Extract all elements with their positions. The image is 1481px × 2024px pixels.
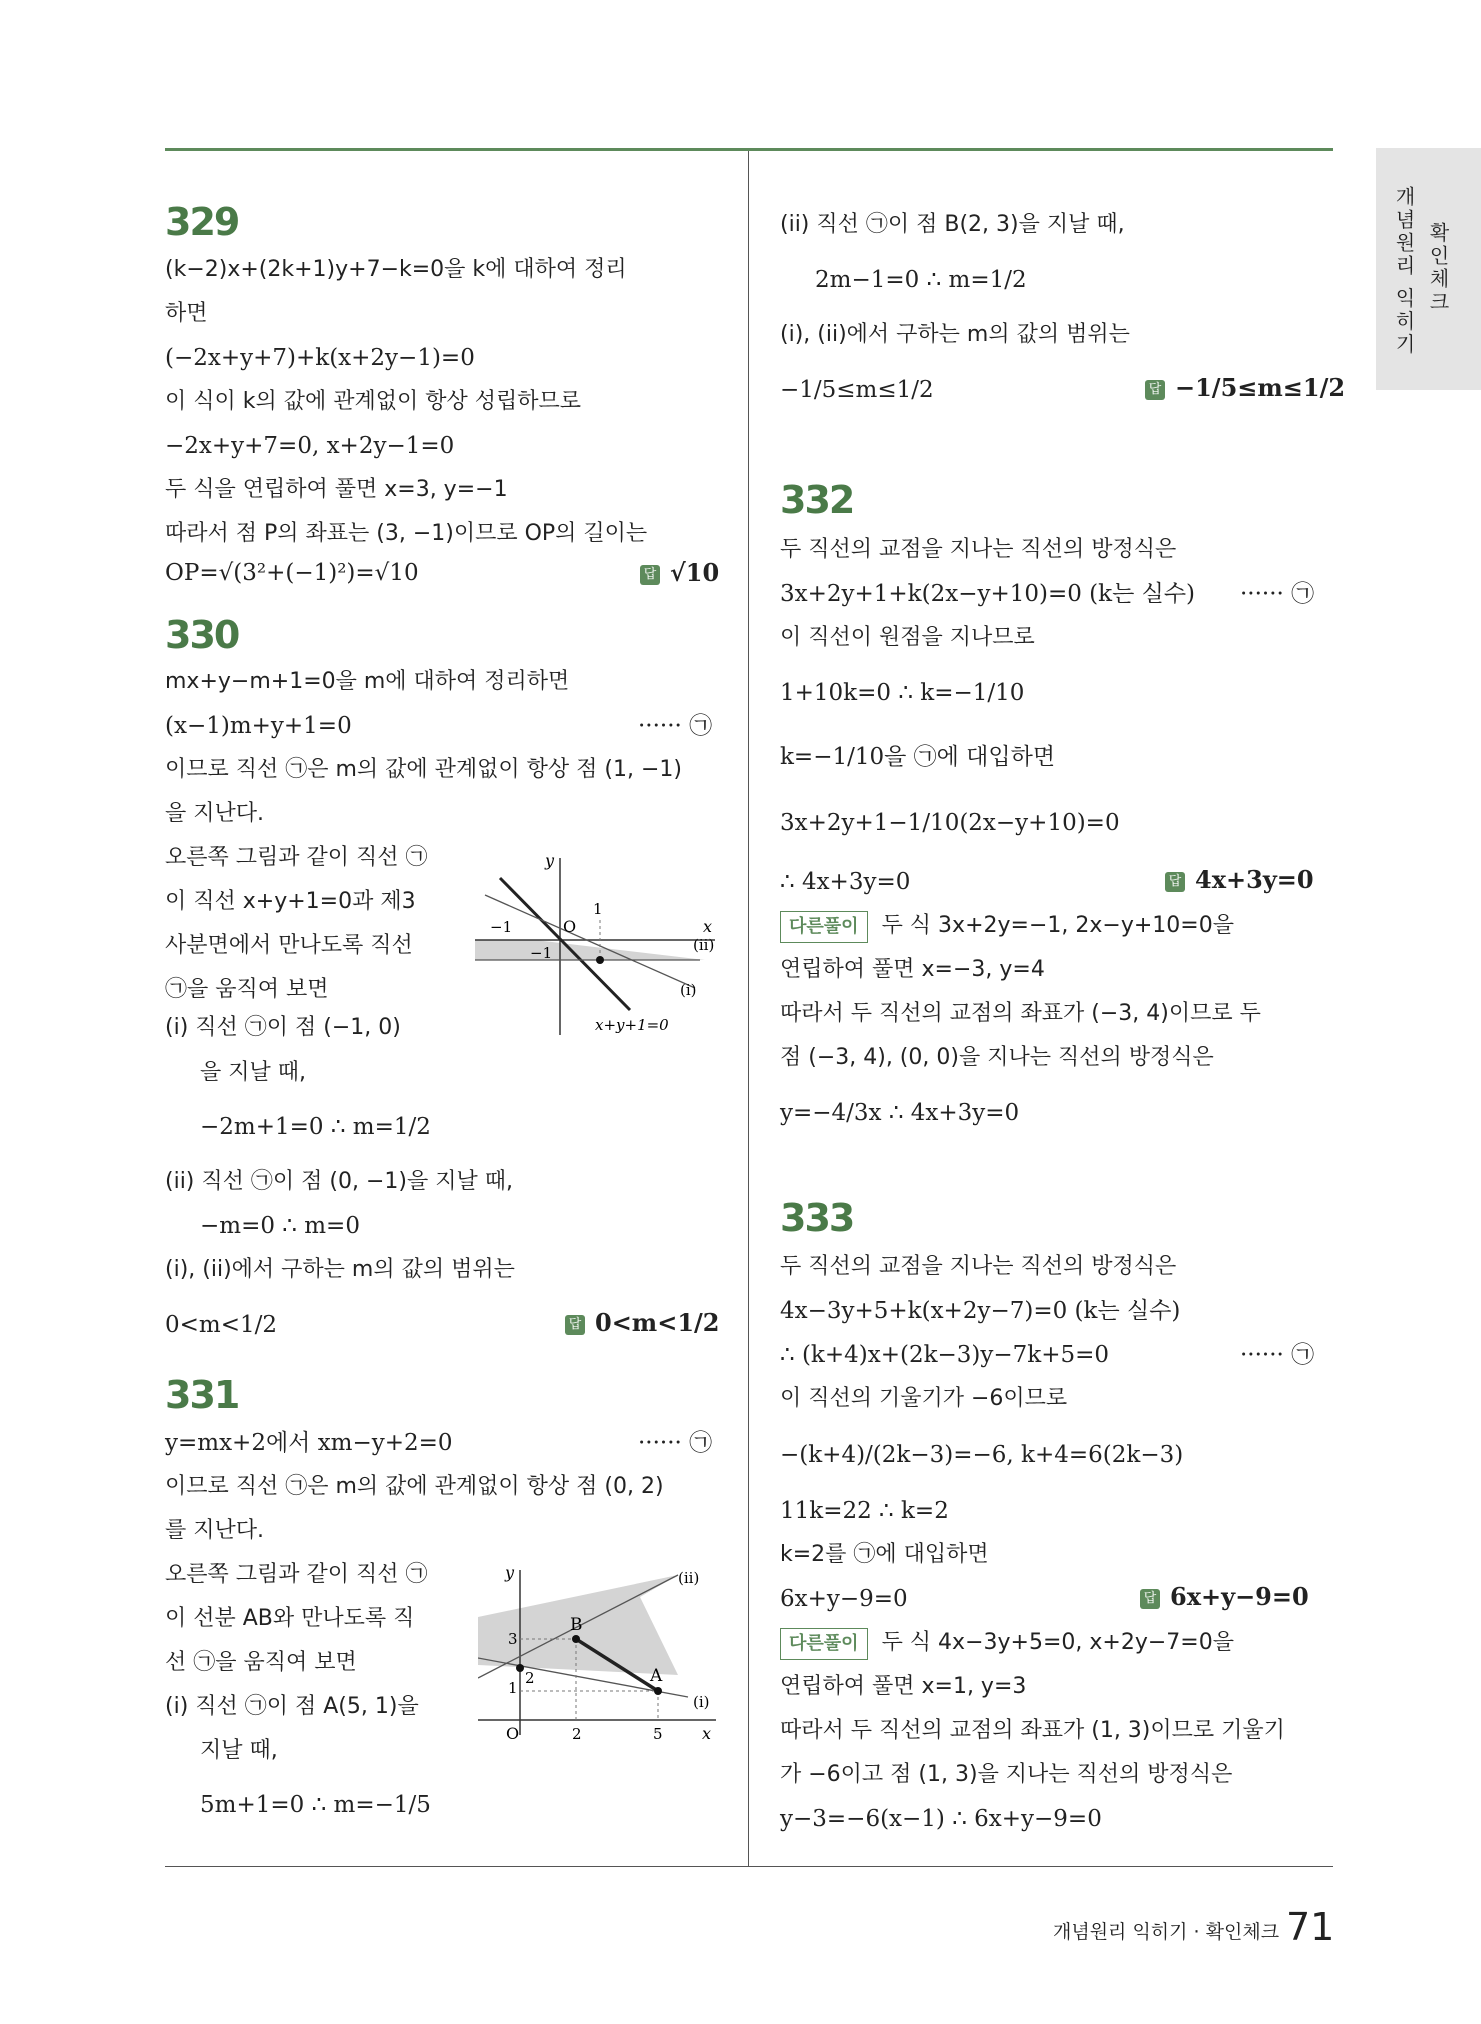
- p332-alt-line: [780, 911, 1234, 943]
- p331b-line: (ii) 직선 ㉠이 점 B(2, 3)을 지날 때,: [780, 212, 1125, 237]
- problem-329-number: 329: [165, 200, 239, 244]
- p329-line: OP=√(3²+(−1)²)=√10: [165, 560, 419, 586]
- graph-331-tick: 5: [653, 1725, 663, 1743]
- p331-line: 오른쪽 그림과 같이 직선 ㉠: [165, 1562, 428, 1587]
- p330-line: mx+y−m+1=0을 m에 대하여 정리하면: [165, 669, 570, 694]
- p331-line: 를 지난다.: [165, 1518, 264, 1543]
- p329-answer: [640, 558, 719, 587]
- p332-line: k=−1/10을 ㉠에 대입하면: [780, 744, 1056, 770]
- footer-text: 개념원리 익히기 · 확인체크: [1053, 1921, 1280, 1943]
- p330-line: (x−1)m+y+1=0: [165, 713, 352, 739]
- p333-alt-line: [780, 1628, 1234, 1660]
- p330-line: −m=0 ∴ m=0: [200, 1213, 360, 1239]
- p332-line: 두 직선의 교점을 지나는 직선의 방정식은: [780, 537, 1177, 562]
- p330-line: 0<m<1/2: [165, 1312, 278, 1338]
- p332-line: 점 (−3, 4), (0, 0)을 지나는 직선의 방정식은: [780, 1045, 1214, 1070]
- p329-line: 하면: [165, 301, 208, 326]
- problem-331-number: 331: [165, 1373, 239, 1417]
- p333-line: 11k=22 ∴ k=2: [780, 1498, 949, 1524]
- p329-line: 이 식이 k의 값에 관계없이 항상 성립하므로: [165, 389, 581, 414]
- p331-line: 이므로 직선 ㉠은 m의 값에 관계없이 항상 점 (0, 2): [165, 1474, 664, 1499]
- graph-331-tick: 1: [508, 1679, 518, 1697]
- p332-answer-text: 4x+3y=0: [1195, 865, 1314, 894]
- graph-331-x-label: x: [702, 1724, 712, 1743]
- p333-line: 연립하여 풀면 x=1, y=3: [780, 1674, 1027, 1699]
- p333-line: ∴ (k+4)x+(2k−3)y−7k+5=0: [780, 1342, 1110, 1368]
- problem-333-number: 333: [780, 1196, 854, 1240]
- alt-solution-tag: 다른풀이: [780, 1628, 868, 1660]
- p329-line: 두 식을 연립하여 풀면 x=3, y=−1: [165, 477, 508, 502]
- p329-line: −2x+y+7=0, x+2y−1=0: [165, 433, 455, 459]
- graph-330-origin: O: [563, 917, 577, 936]
- p331-line: 5m+1=0 ∴ m=−1/5: [200, 1792, 431, 1818]
- answer-badge: 답: [1165, 872, 1185, 892]
- p332-line: 연립하여 풀면 x=−3, y=4: [780, 957, 1045, 982]
- answer-badge: 답: [1140, 1589, 1160, 1609]
- graph-330-i-label: (i): [680, 981, 697, 999]
- p333-line: 4x−3y+5+k(x+2y−7)=0 (k는 실수): [780, 1298, 1181, 1324]
- p332-line: ∴ 4x+3y=0: [780, 869, 911, 895]
- p330-line: 이 직선 x+y+1=0과 제3: [165, 889, 416, 914]
- graph-331-tick: 2: [572, 1725, 582, 1743]
- graph-331-tick: 2: [525, 1669, 535, 1687]
- graph-330-ii-label: (ii): [693, 936, 715, 954]
- graph-330-y-label: y: [545, 851, 555, 870]
- p329-answer-text: √10: [670, 558, 720, 587]
- p330-line: (i), (ii)에서 구하는 m의 값의 범위는: [165, 1257, 515, 1282]
- p333-line: k=2를 ㉠에 대입하면: [780, 1542, 989, 1567]
- p330-line: 사분면에서 만나도록 직선: [165, 933, 413, 958]
- side-tab-line2: 개념원리 익히기: [1392, 186, 1416, 357]
- page-number: 71: [1286, 1905, 1335, 1949]
- p330-line: 을 지난다.: [165, 801, 264, 826]
- answer-badge: 답: [565, 1315, 585, 1335]
- p333-line: y−3=−6(x−1) ∴ 6x+y−9=0: [780, 1806, 1102, 1832]
- problem-330-number: 330: [165, 613, 239, 657]
- graph-330-point: [596, 956, 604, 964]
- graph-331-tick: 3: [508, 1630, 518, 1648]
- p330-line: ㉠을 움직여 보면: [165, 977, 329, 1002]
- p332-answer: [1165, 865, 1314, 894]
- p329-line: (−2x+y+7)+k(x+2y−1)=0: [165, 345, 475, 371]
- p331-line: 선 ㉠을 움직여 보면: [165, 1650, 357, 1675]
- p330-line: −2m+1=0 ∴ m=1/2: [200, 1114, 431, 1140]
- p333-answer: [1140, 1582, 1309, 1611]
- p333-line: 두 식 4x−3y+5=0, x+2y−7=0을: [881, 1630, 1234, 1655]
- p333-line: 두 직선의 교점을 지나는 직선의 방정식은: [780, 1254, 1177, 1279]
- p333-line: 6x+y−9=0: [780, 1586, 908, 1612]
- top-rule: [165, 148, 1333, 151]
- p329-line: (k−2)x+(2k+1)y+7−k=0을 k에 대하여 정리: [165, 257, 627, 282]
- problem-332-number: 332: [780, 478, 854, 522]
- graph-330-tick: −1: [530, 944, 553, 962]
- graph-330-tick: 1: [593, 900, 603, 918]
- p332-line: 3x+2y+1+k(2x−y+10)=0 (k는 실수): [780, 581, 1196, 607]
- p331-answer-text: −1/5≤m≤1/2: [1175, 373, 1346, 402]
- graph-331-origin: O: [506, 1724, 520, 1743]
- graph-330: [475, 850, 720, 1040]
- p333-answer-text: 6x+y−9=0: [1170, 1582, 1309, 1611]
- p332-mark: ······ ㉠: [1240, 581, 1315, 607]
- p331-line: (i) 직선 ㉠이 점 A(5, 1)을: [165, 1694, 419, 1719]
- graph-331-a-label: A: [650, 1666, 663, 1686]
- p331-mark: ······ ㉠: [638, 1430, 713, 1456]
- p330-line: (i) 직선 ㉠이 점 (−1, 0): [165, 1015, 401, 1040]
- answer-badge: 답: [1145, 380, 1165, 400]
- p332-line: y=−4/3x ∴ 4x+3y=0: [780, 1100, 1020, 1126]
- graph-331-point-b: [572, 1635, 580, 1643]
- graph-330-tick: −1: [490, 918, 513, 936]
- p332-line: 1+10k=0 ∴ k=−1/10: [780, 680, 1025, 706]
- p332-line: 두 식 3x+2y=−1, 2x−y+10=0을: [881, 913, 1234, 938]
- p331-line: 지날 때,: [200, 1738, 278, 1763]
- graph-330-x-label: x: [703, 917, 713, 936]
- graph-331-y-label: y: [505, 1565, 515, 1582]
- p331b-line: 2m−1=0 ∴ m=1/2: [815, 267, 1027, 293]
- graph-331-b-label: B: [570, 1615, 583, 1635]
- p333-mark: ······ ㉠: [1240, 1342, 1315, 1368]
- p333-line: 따라서 두 직선의 교점의 좌표가 (1, 3)이므로 기울기: [780, 1718, 1285, 1743]
- p330-answer: [565, 1308, 719, 1337]
- p330-line: 을 지날 때,: [200, 1060, 306, 1085]
- p331b-line: (i), (ii)에서 구하는 m의 값의 범위는: [780, 322, 1130, 347]
- side-tab: [1376, 148, 1481, 390]
- graph-330-equation: x+y+1=0: [595, 1016, 669, 1034]
- p331-line: 이 선분 AB와 만나도록 직: [165, 1606, 415, 1631]
- graph-331-point-02: [516, 1664, 524, 1672]
- p330-line: 오른쪽 그림과 같이 직선 ㉠: [165, 845, 428, 870]
- p333-line: 이 직선의 기울기가 −6이므로: [780, 1386, 1068, 1411]
- graph-330-shaded-region: [475, 940, 705, 960]
- side-tab-line1: 확인체크: [1426, 222, 1450, 314]
- p330-line: 이므로 직선 ㉠은 m의 값에 관계없이 항상 점 (1, −1): [165, 757, 682, 782]
- p332-line: 이 직선이 원점을 지나므로: [780, 625, 1035, 650]
- p332-line: 따라서 두 직선의 교점의 좌표가 (−3, 4)이므로 두: [780, 1001, 1261, 1026]
- alt-solution-tag: 다른풀이: [780, 911, 868, 943]
- p333-line: −(k+4)/(2k−3)=−6, k+4=6(2k−3): [780, 1442, 1184, 1468]
- graph-331-i-label: (i): [693, 1693, 710, 1711]
- p331-line: y=mx+2에서 xm−y+2=0: [165, 1430, 453, 1456]
- p331-answer: [1145, 373, 1345, 402]
- column-divider: [748, 151, 749, 1867]
- p333-line: 가 −6이고 점 (1, 3)을 지나는 직선의 방정식은: [780, 1762, 1233, 1787]
- p330-mark: ······ ㉠: [638, 713, 713, 739]
- p332-line: 3x+2y+1−1/10(2x−y+10)=0: [780, 810, 1120, 836]
- graph-331-point-a: [654, 1687, 662, 1695]
- bottom-rule: [165, 1866, 1333, 1867]
- p331b-line: −1/5≤m≤1/2: [780, 377, 934, 403]
- answer-badge: 답: [640, 565, 660, 585]
- graph-331: [478, 1565, 723, 1745]
- graph-331-ii-label: (ii): [678, 1569, 700, 1587]
- p330-line: (ii) 직선 ㉠이 점 (0, −1)을 지날 때,: [165, 1169, 513, 1194]
- p330-answer-text: 0<m<1/2: [595, 1308, 720, 1337]
- p329-line: 따라서 점 P의 좌표는 (3, −1)이므로 OP의 길이는: [165, 521, 648, 546]
